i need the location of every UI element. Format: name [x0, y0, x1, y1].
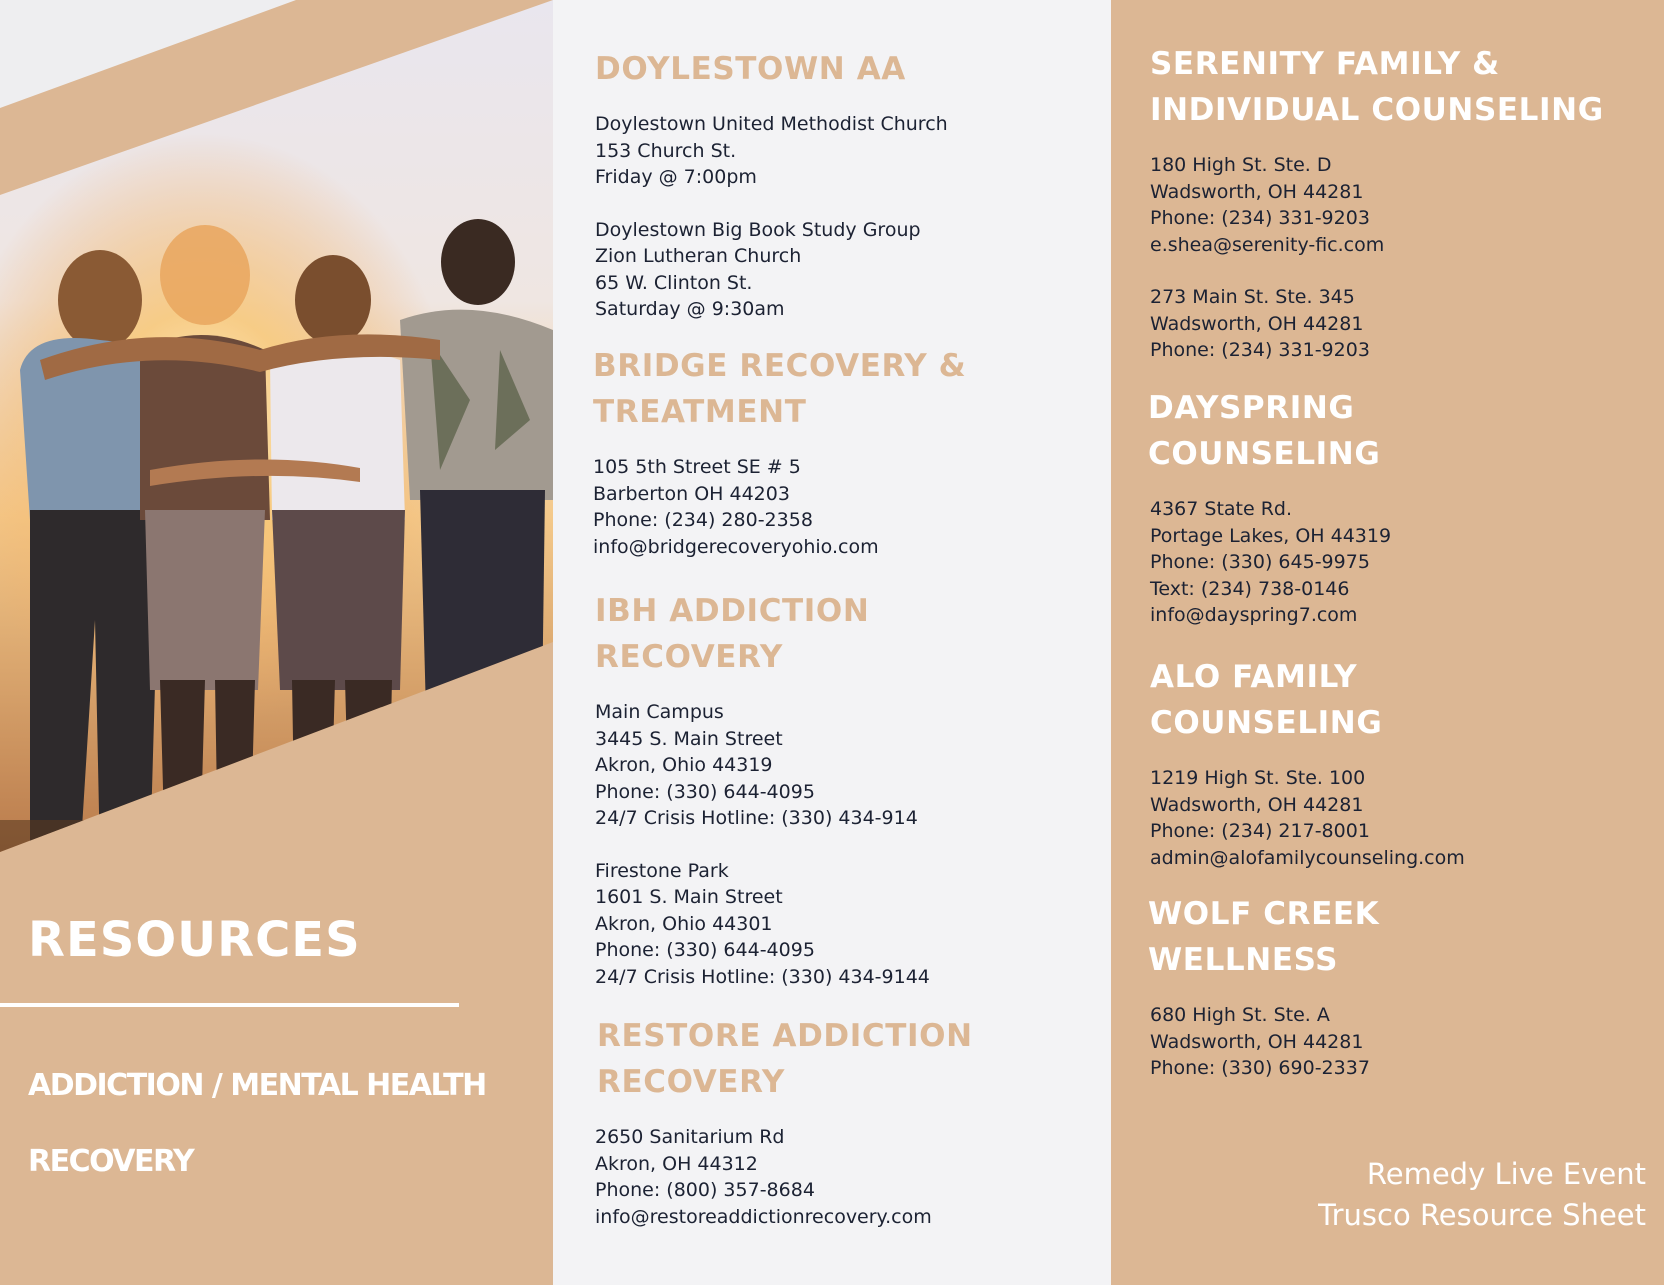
org-alo-family-counseling — [1150, 654, 1465, 871]
friends-embracing-sunset-photo — [0, 0, 553, 860]
location-block — [1150, 765, 1465, 871]
address-line: 1219 High St. Ste. 100 — [1150, 767, 1366, 789]
email-line: e.shea@serenity-fic.com — [1150, 233, 1385, 256]
address-line: 2650 Sanitarium Rd — [595, 1126, 785, 1148]
meeting-time: Friday @ 7:00pm — [595, 166, 757, 188]
address-line: 1601 S. Main Street — [595, 886, 783, 908]
location-block — [595, 1124, 1017, 1230]
footer-caption — [1318, 1154, 1646, 1236]
left-panel — [0, 0, 553, 1285]
org-bridge-recovery — [593, 343, 1033, 560]
phone-line: Phone: (234) 331-9203 — [1150, 207, 1370, 229]
address-line: 273 Main St. Ste. 345 — [1150, 286, 1355, 308]
address-line: Wadsworth, OH 44281 — [1150, 180, 1364, 203]
event-name: Remedy Live Event — [1366, 1157, 1646, 1191]
middle-panel — [553, 0, 1111, 1285]
org-dayspring-counseling — [1148, 385, 1448, 629]
address-line: Portage Lakes, OH 44319 — [1150, 524, 1392, 547]
phone-line: Phone: (330) 644-4095 — [595, 780, 815, 803]
address-line: Akron, Ohio 44301 — [595, 912, 773, 935]
address-line: 180 High St. Ste. D — [1150, 154, 1332, 176]
address-line: 65 W. Clinton St. — [595, 271, 753, 294]
phone-line: Phone: (234) 280-2358 — [593, 509, 813, 531]
campus-name: Main Campus — [595, 701, 724, 723]
org-name: DAYSPRING COUNSELING — [1148, 390, 1381, 472]
address-line: Doylestown Big Book Study Group — [595, 218, 921, 241]
location-block — [595, 858, 935, 991]
address-line: Doylestown United Methodist Church — [595, 113, 948, 135]
phone-line: Phone: (234) 217-8001 — [1150, 820, 1370, 842]
location-block — [595, 217, 1095, 323]
phone-line: Phone: (330) 645-9975 — [1150, 551, 1370, 573]
location-block — [1150, 152, 1630, 258]
title-divider — [0, 1003, 459, 1007]
resources-subtitle: ADDICTION / MENTAL HEALTH RECOVERY — [28, 1068, 486, 1179]
address-line: 680 High St. Ste. A — [1150, 1004, 1330, 1026]
email-line: info@restoreaddictionrecovery.com — [595, 1205, 932, 1228]
org-serenity-family-counseling — [1150, 41, 1630, 364]
address-line: Wadsworth, OH 44281 — [1150, 312, 1364, 335]
org-name: SERENITY FAMILY & INDIVIDUAL COUNSELING — [1150, 46, 1604, 128]
address-line: Wadsworth, OH 44281 — [1150, 1030, 1364, 1053]
campus-name: Firestone Park — [595, 859, 729, 882]
address-line: 153 Church St. — [595, 139, 737, 162]
hotline-line: 24/7 Crisis Hotline: (330) 434-914 — [595, 807, 918, 829]
org-name: WOLF CREEK WELLNESS — [1148, 896, 1380, 978]
org-restore-addiction-recovery — [597, 1013, 1017, 1230]
meeting-time: Saturday @ 9:30am — [595, 298, 785, 320]
address-line: 4367 State Rd. — [1150, 498, 1293, 520]
location-block — [593, 454, 1033, 560]
phone-line: Phone: (330) 644-4095 — [595, 939, 815, 961]
sheet-name: Trusco Resource Sheet — [1318, 1198, 1646, 1232]
location-block — [595, 699, 935, 832]
email-line: info@dayspring7.com — [1150, 604, 1358, 626]
phone-line: Phone: (800) 357-8684 — [595, 1179, 815, 1201]
org-name: RESTORE ADDICTION RECOVERY — [597, 1018, 973, 1100]
address-line: Zion Lutheran Church — [595, 245, 802, 267]
address-line: Barberton OH 44203 — [593, 482, 790, 505]
address-line: 105 5th Street SE # 5 — [593, 456, 801, 478]
phone-line: Phone: (234) 331-9203 — [1150, 339, 1370, 361]
location-block — [595, 111, 1095, 191]
email-line: info@bridgerecoveryohio.com — [593, 535, 879, 558]
org-name: IBH ADDICTION RECOVERY — [595, 593, 870, 675]
resources-title: RESOURCES — [28, 912, 361, 968]
org-ibh-addiction-recovery — [595, 588, 935, 990]
org-name: ALO FAMILY COUNSELING — [1150, 659, 1383, 741]
address-line: Akron, OH 44312 — [595, 1152, 758, 1175]
org-name: DOYLESTOWN AA — [595, 51, 906, 87]
hotline-line: 24/7 Crisis Hotline: (330) 434-9144 — [595, 965, 930, 988]
address-line: 3445 S. Main Street — [595, 727, 783, 750]
address-line: Akron, Ohio 44319 — [595, 754, 773, 776]
email-line: admin@alofamilycounseling.com — [1150, 846, 1465, 869]
text-line: Text: (234) 738-0146 — [1150, 577, 1350, 600]
location-block — [1150, 496, 1448, 629]
org-wolf-creek-wellness — [1148, 891, 1428, 1082]
right-panel — [1111, 0, 1664, 1285]
location-block — [1150, 284, 1630, 364]
address-line: Wadsworth, OH 44281 — [1150, 793, 1364, 816]
org-name: BRIDGE RECOVERY & TREATMENT — [593, 348, 967, 430]
org-doylestown-aa — [595, 46, 1095, 323]
phone-line: Phone: (330) 690-2337 — [1150, 1057, 1370, 1079]
location-block — [1150, 1002, 1428, 1082]
